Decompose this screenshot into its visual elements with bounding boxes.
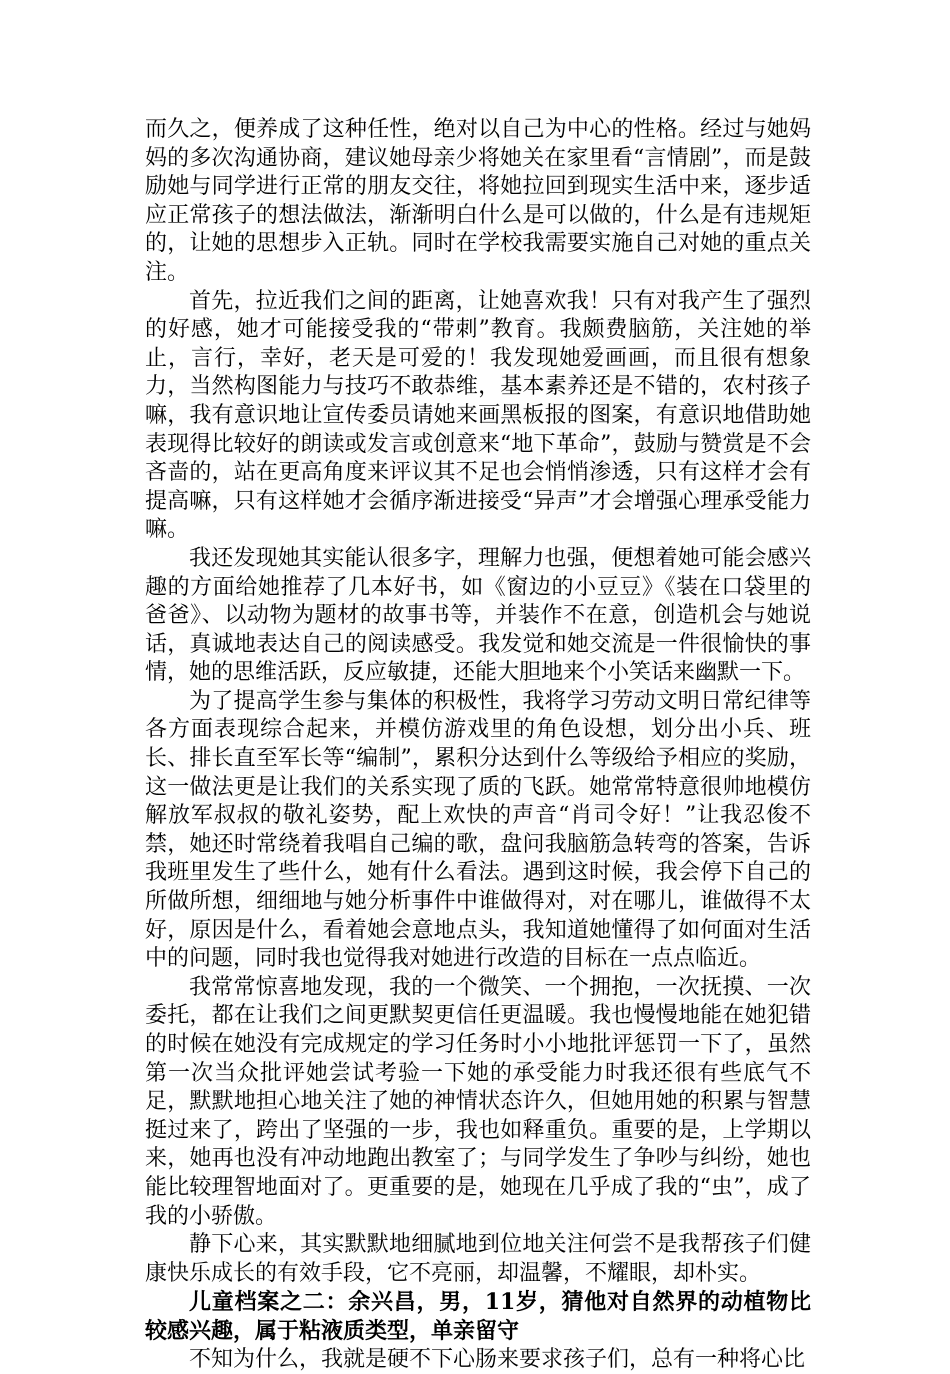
paragraph-3: 我还发现她其实能认很多字，理解力也强，便想着她可能会感兴趣的方面给她推荐了几本好书，如《窗边的小豆豆》《装在口袋里的爸爸》、以动物为题材的故事书等，并装作不在意，创造机会与她说话，真诚地表达自己的阅读感受。我发觉和她交流是一件很愉快的事情，她的思维活跃，反应敏捷，还能大胆地来个小笑话来幽默一下。 bbox=[145, 545, 811, 686]
paragraph-6: 静下心来，其实默默地细腻地到位地关注何尝不是我帮孩子们健康快乐成长的有效手段，它不亮丽，却温馨，不耀眼，却朴实。 bbox=[145, 1232, 811, 1286]
paragraph-5: 我常常惊喜地发现，我的一个微笑、一个拥抱，一次抚摸、一次委托，都在让我们之间更默契更信任更温暖。我也慢慢地能在她犯错的时候在她没有完成规定的学习任务时小小地批评惩罚一下了，虽然第一次当众批评她尝试考验一下她的承受能力时我还很有些底气不足，默默地担心地关注了她的神情状态许久，但她用她的积累与智慧挺过来了，跨出了坚强的一步，我也如释重负。重要的是，上学期以来，她再也没有冲动地跑出教室了；与同学发生了争吵与纠纷，她也能比较理智地面对了。更重要的是，她现在几乎成了我的“虫”，成了我的小骄傲。 bbox=[145, 974, 811, 1229]
paragraph-2: 首先，拉近我们之间的距离，让她喜欢我！只有对我产生了强烈的好感，她才可能接受我的“带刺”教育。我颇费脑筋，关注她的举止，言行，幸好，老天是可爱的！我发现她爱画画，而且很有想象力，当然构图能力与技巧不敢恭维，基本素养还是不错的，农村孩子嘛，我有意识地让宣传委员请她来画黑板报的图案，有意识地借助她表现得比较好的朗读或发言或创意来“地下革命”，鼓励与赞赏是不会吝啬的，站在更高角度来评议其不足也会悄悄渗透，只有这样才会有提高嘛，只有这样她才会循序渐进接受“异声”才会增强心理承受能力嘛。 bbox=[145, 288, 811, 543]
document-page bbox=[145, 116, 811, 1374]
paragraph-7: 不知为什么，我就是硬不下心肠来要求孩子们，总有一种将心比 bbox=[189, 1346, 806, 1372]
section-heading: 儿童档案之二：余兴昌，男，11岁，猜他对自然界的动植物比较感兴趣，属于粘液质类型，单亲留守 bbox=[145, 1289, 811, 1344]
paragraph-1: 而久之，便养成了这种任性，绝对以自己为中心的性格。经过与她妈妈的多次沟通协商，建议她母亲少将她关在家里看“言情剧”，而是鼓励她与同学进行正常的朋友交往，将她拉回到现实生活中来，逐步适应正常孩子的想法做法，渐渐明白什么是可以做的，什么是有违规矩的，让她的思想步入正轨。同时在学校我需要实施自己对她的重点关注。 bbox=[145, 117, 811, 285]
paragraph-4: 为了提高学生参与集体的积极性，我将学习劳动文明日常纪律等各方面表现综合起来，并模仿游戏里的角色设想，划分出小兵、班长、排长直至军长等“编制”，累积分达到什么等级给予相应的奖励，这一做法更是让我们的关系实现了质的飞跃。她常常特意很帅地模仿解放军叔叔的敬礼姿势，配上欢快的声音“肖司令好！”让我忍俊不禁，她还时常绕着我唱自己编的歌，盘问我脑筋急转弯的答案，告诉我班里发生了些什么，她有什么看法。遇到这时候，我会停下自己的所做所想，细细地与她分析事件中谁做得对，对在哪儿，谁做得不太好，原因是什么，看着她会意地点头，我知道她懂得了如何面对生活中的问题，同时我也觉得我对她进行改造的目标在一点点临近。 bbox=[145, 688, 811, 972]
